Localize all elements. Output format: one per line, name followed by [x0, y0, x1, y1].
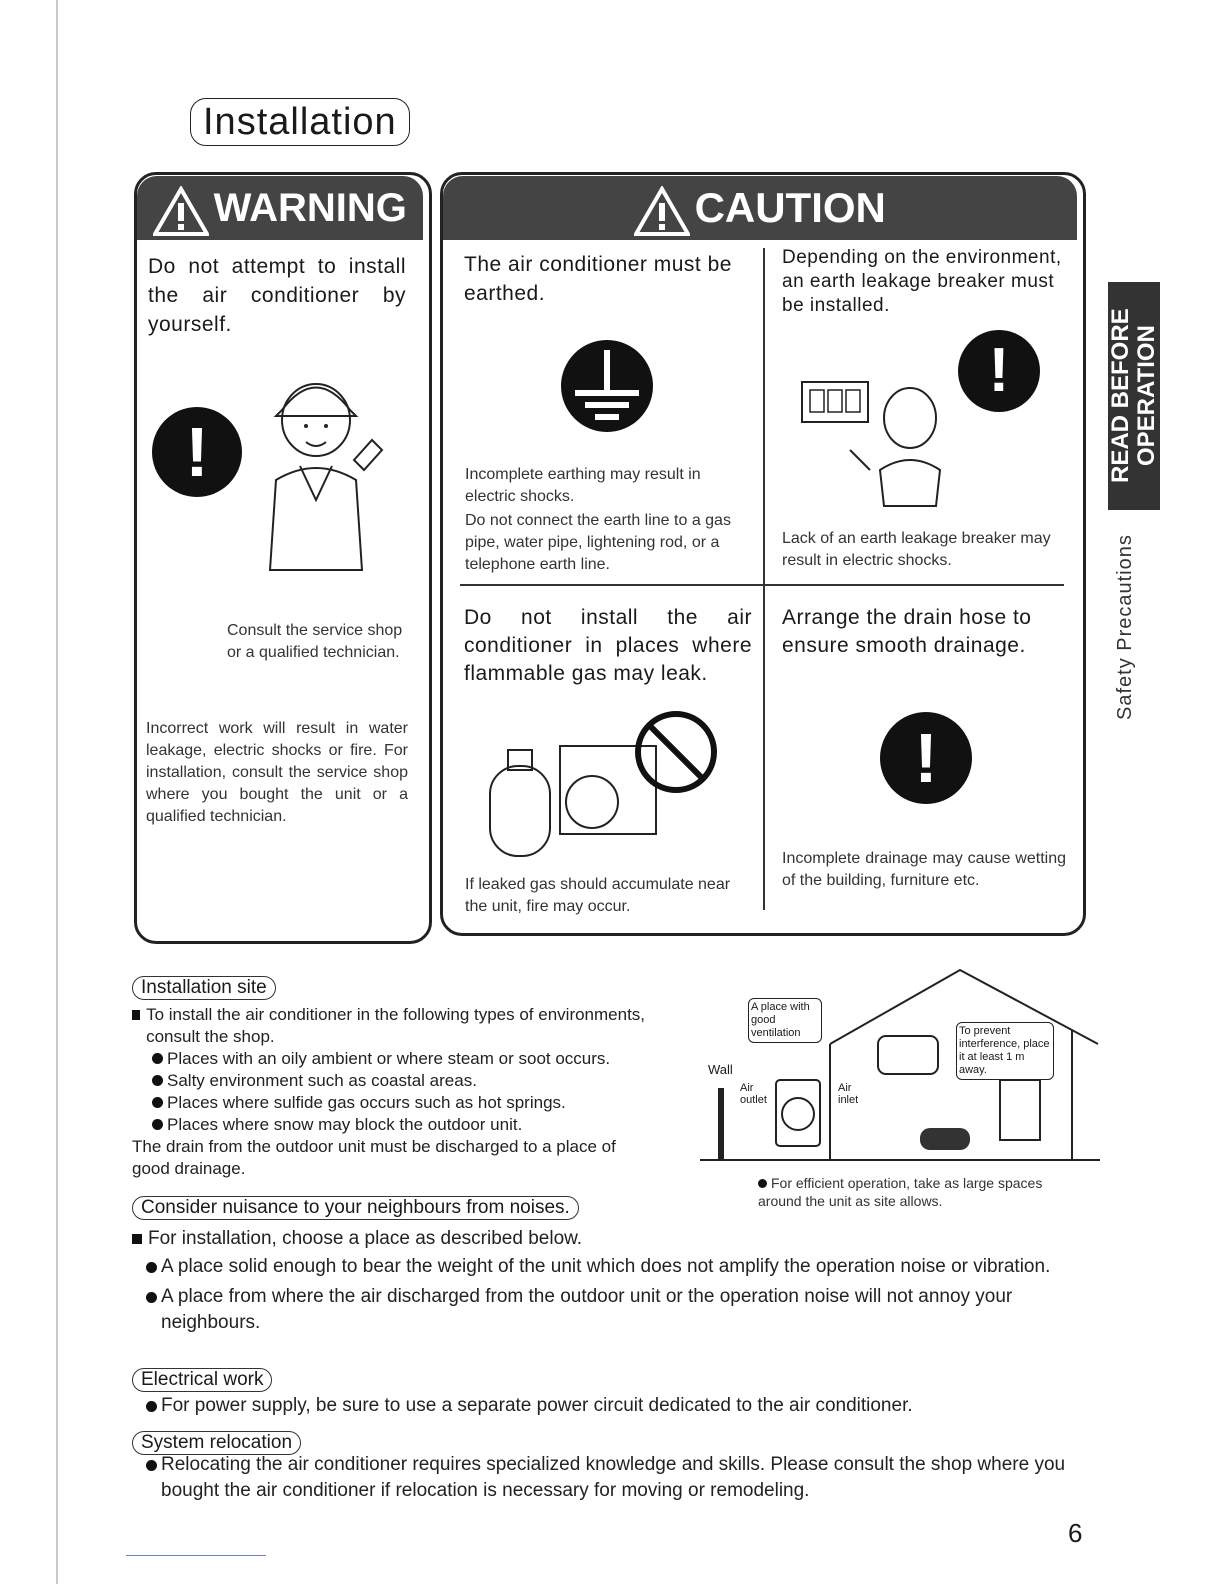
wall-label: Wall	[708, 1062, 733, 1077]
drain-heading: Arrange the drain hose to ensure smooth drainage.	[782, 606, 1032, 657]
warning-heading: Do not attempt to install the air conditioner by yourself.	[148, 255, 406, 336]
earth-heading: The air conditioner must be earthed.	[464, 253, 732, 305]
noise-item: A place solid enough to bear the weight of the unit which does not amplify the operation noise or vibration.	[132, 1254, 1084, 1280]
interference-callout: To prevent interference, place it at least 1 m away.	[956, 1022, 1054, 1080]
installation-site-title: Installation site	[132, 976, 276, 1000]
caution-label: CAUTION	[694, 184, 886, 231]
warning-label: WARNING	[213, 186, 407, 230]
noise-item: A place from where the air discharged from the outdoor unit or the operation noise will not annoy your neighbours.	[132, 1284, 1084, 1336]
footer-rule	[126, 1555, 266, 1556]
noise-title: Consider nuisance to your neighbours from noises.	[132, 1196, 579, 1220]
relocation-item: Relocating the air conditioner requires specialized knowledge and skills. Please consult the shop where you bought the air conditioner if relocation is necessary for moving or remodeling.	[146, 1452, 1086, 1504]
bullet-icon	[146, 1292, 157, 1303]
drain-note: The drain from the outdoor unit must be discharged to a place of good drainage.	[132, 1137, 616, 1178]
gas-illustration	[480, 706, 730, 866]
breaker-illustration	[800, 370, 950, 510]
air-outlet-label: Air outlet	[740, 1082, 767, 1106]
square-bullet-icon	[132, 1234, 142, 1244]
page-number: 6	[1068, 1518, 1083, 1548]
installation-site-item: Places where snow may block the outdoor unit.	[152, 1114, 658, 1136]
bullet-icon	[758, 1179, 767, 1188]
caution-divider-h	[460, 584, 1064, 586]
drain-mandatory-icon: !	[880, 712, 972, 804]
gas-heading: Do not install the air conditioner in places where flammable gas may leak.	[464, 606, 752, 685]
bullet-icon	[152, 1053, 163, 1064]
bullet-icon	[146, 1262, 157, 1273]
technician-illustration	[236, 370, 396, 580]
breaker-detail: Lack of an earth leakage breaker may result in electric shocks.	[782, 530, 1051, 569]
side-tab: READ BEFORE OPERATION	[1108, 282, 1160, 510]
bullet-icon	[146, 1401, 157, 1412]
caution-banner	[443, 176, 1077, 240]
earth-symbol-icon	[561, 340, 653, 432]
drain-detail: Incomplete drainage may cause wetting of the building, furniture etc.	[782, 850, 1066, 889]
warning-consult: Consult the service shop or a qualified technician.	[227, 622, 403, 661]
mandatory-icon: !	[152, 407, 242, 497]
gas-detail: If leaked gas should accumulate near the unit, fire may occur.	[465, 876, 731, 915]
warning-triangle-icon	[153, 186, 209, 236]
breaker-mandatory-icon: !	[958, 330, 1040, 412]
square-bullet-icon	[132, 1010, 140, 1020]
breaker-heading: Depending on the environment, an earth leakage breaker must be installed.	[782, 247, 1062, 316]
earth-icon	[561, 340, 653, 432]
installation-site-item: Salty environment such as coastal areas.	[152, 1070, 658, 1092]
diagram-caption: For efficient operation, take as large spaces around the unit as site allows.	[758, 1175, 1043, 1209]
electrical-item: For power supply, be sure to use a separate power circuit dedicated to the air conditioner.	[146, 1393, 1086, 1419]
noise-intro: For installation, choose a place as described below.	[148, 1228, 583, 1249]
bullet-icon	[152, 1075, 163, 1086]
bullet-icon	[152, 1097, 163, 1108]
caution-triangle-icon	[634, 186, 690, 236]
caution-divider-v	[763, 248, 765, 910]
earth-detail-1: Incomplete earthing may result in electric shocks.	[465, 466, 701, 505]
installation-site-item: Places where sulfide gas occurs such as hot springs.	[152, 1092, 658, 1114]
warning-banner	[137, 176, 423, 240]
scan-edge	[56, 0, 58, 1584]
side-label: Safety Precautions	[1114, 534, 1136, 720]
bullet-icon	[152, 1119, 163, 1130]
earth-detail-2: Do not connect the earth line to a gas pipe, water pipe, lightening rod, or a telephone earth line.	[465, 512, 731, 573]
electrical-title: Electrical work	[132, 1368, 272, 1392]
page-title: Installation	[190, 98, 410, 146]
bullet-icon	[146, 1460, 157, 1471]
installation-site-intro: To install the air conditioner in the following types of environments, consult the shop.	[146, 1005, 646, 1046]
installation-site-item: Places with an oily ambient or where steam or soot occurs.	[152, 1048, 658, 1070]
warning-detail: Incorrect work will result in water leakage, electric shocks or fire. For installation, consult the service shop where you bought the unit or a qualified technician.	[146, 720, 408, 825]
air-inlet-label: Air inlet	[838, 1082, 859, 1106]
relocation-title: System relocation	[132, 1431, 301, 1455]
ventilation-callout: A place with good ventilation	[748, 998, 822, 1043]
